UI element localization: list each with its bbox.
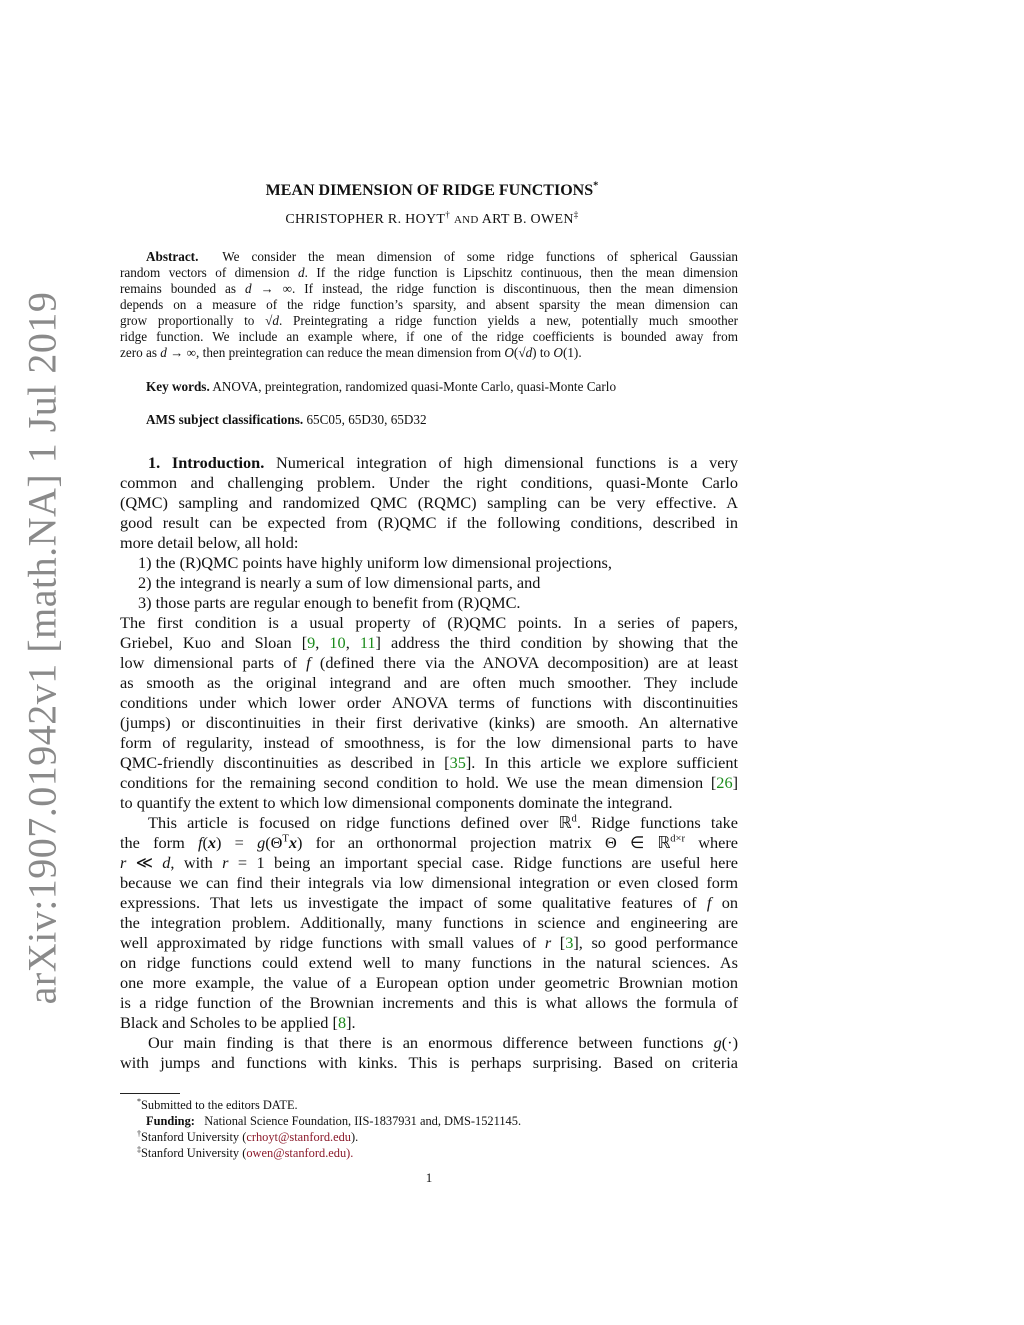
- text-run: → ∞, then preintegration can reduce the mean dimension from: [166, 345, 505, 360]
- ams-classifications: [146, 412, 427, 428]
- text-run: . Ridge functions take: [576, 813, 738, 832]
- text-run: 1. Introduction.: [148, 453, 265, 472]
- footnote-funding: [146, 1113, 521, 1129]
- text-run: We consider the mean dimension of some ridge functions of spherical Gaussian: [198, 249, 738, 264]
- text-run: well approximated by ridge functions with small values of: [120, 933, 545, 952]
- paper-title-wrap: [0, 182, 1024, 200]
- text-run: with jumps and functions with kinks. This is perhaps surprising. Based on criteria: [120, 1053, 738, 1072]
- ams-label: AMS subject classifications.: [146, 412, 304, 427]
- body-line: [120, 453, 738, 473]
- abstract-line: [120, 297, 738, 313]
- body-line: [120, 533, 738, 553]
- text-run: ) =: [216, 833, 258, 852]
- math-symbol: d: [162, 853, 171, 872]
- math-symbol: f: [706, 893, 712, 912]
- text-run: 3) those parts are regular enough to benefit from (R)QMC.: [138, 593, 521, 612]
- body-line: [120, 473, 738, 493]
- citation-link[interactable]: 8: [337, 1013, 347, 1032]
- body-line: [120, 793, 738, 813]
- text-run: on: [711, 893, 738, 912]
- body-line: [120, 773, 738, 793]
- text-run: one more example, the value of a European option under geometric Brownian motion: [120, 973, 738, 992]
- body-line: [120, 853, 738, 873]
- body-line: [120, 753, 738, 773]
- text-run: QMC-friendly discontinuities as described in [: [120, 753, 450, 772]
- list-item: [120, 593, 738, 613]
- text-run: → ∞. If instead, the ridge function is discontinuous, then the mean dimension: [251, 281, 738, 296]
- text-run: ]: [732, 773, 738, 792]
- text-run: low dimensional parts of: [120, 653, 307, 672]
- text-run: the integration problem. Additionally, many functions in science and engineering are: [120, 913, 738, 932]
- text-run: random vectors of dimension: [120, 265, 299, 280]
- body-line: [120, 733, 738, 753]
- abstract-line: [120, 313, 738, 329]
- footnote-author-2: [137, 1145, 353, 1161]
- math-symbol: r: [544, 933, 552, 952]
- body-line: [120, 913, 738, 933]
- body-line: [120, 973, 738, 993]
- text-run: ], so good performance: [573, 933, 739, 952]
- text-run: ≪: [126, 853, 163, 872]
- math-symbol: x: [288, 833, 297, 852]
- citation-link[interactable]: 26: [716, 773, 733, 792]
- author-2-mark: ‡: [573, 209, 579, 220]
- math-symbol: r: [120, 853, 127, 872]
- text-run: (QMC) sampling and randomized QMC (RQMC) sampling can be very effective. A: [120, 493, 738, 512]
- math-symbol: d: [244, 281, 252, 296]
- abstract: [120, 249, 738, 361]
- footnote-submitted: [137, 1097, 298, 1113]
- footnote-text: Submitted to the editors DATE.: [141, 1098, 298, 1112]
- funding-label: Funding:: [146, 1114, 195, 1128]
- text-run: common and challenging problem. Under the right conditions, quasi-Monte Carlo: [120, 473, 738, 492]
- text-run: Numerical integration of high dimensional functions is a very: [264, 453, 739, 472]
- keywords-label: Key words.: [146, 379, 210, 394]
- text-run: ) for an orthonormal projection matrix Θ ∈ ℝ: [297, 833, 671, 852]
- text-run: d: [571, 813, 577, 825]
- list-item: [120, 573, 738, 593]
- footnote-text: ).: [351, 1130, 359, 1144]
- email-link-owen[interactable]: owen@stanford.edu).: [246, 1146, 354, 1160]
- math-symbol: x: [207, 833, 217, 852]
- abstract-line: [120, 249, 738, 265]
- text-run: (·): [721, 1033, 738, 1052]
- text-run: ,: [315, 633, 330, 652]
- text-run: Black and Scholes to be applied [: [120, 1013, 338, 1032]
- abstract-line: [120, 345, 738, 361]
- body-line: [120, 693, 738, 713]
- footnote-text: Stanford University (: [141, 1146, 247, 1160]
- text-run: the form: [120, 833, 198, 852]
- list-item: [120, 553, 738, 573]
- math-symbol: r: [222, 853, 229, 872]
- body-line: [120, 1013, 738, 1033]
- text-run: This article is focused on ridge functions defined over ℝ: [148, 813, 572, 832]
- body-line: [120, 993, 738, 1013]
- body-line: [120, 953, 738, 973]
- body-line: [120, 493, 738, 513]
- text-run: (jumps) or discontinuities in their first derivative (kinks) are smooth. An alternative: [120, 713, 738, 732]
- body-line: [120, 653, 738, 673]
- math-symbol: g: [257, 833, 266, 852]
- author-1-mark: †: [445, 209, 451, 220]
- text-run: expressions. That lets us investigate the impact of some qualitative features of: [120, 893, 707, 912]
- text-run: on ridge functions could extend well to many functions in the natural sciences. As: [120, 953, 738, 972]
- footnote-mark: *: [137, 1096, 142, 1106]
- text-run: (Θ: [265, 833, 283, 852]
- text-run: (1).: [562, 345, 582, 360]
- citation-link[interactable]: 10: [329, 633, 346, 652]
- text-run: (√: [513, 345, 526, 360]
- math-symbol: f: [306, 653, 311, 672]
- text-run: more detail below, all hold:: [120, 533, 299, 552]
- text-run: conditions for the remaining second condition to hold. We use the mean dimension [: [120, 773, 717, 792]
- citation-link[interactable]: 9: [307, 633, 316, 652]
- citation-link[interactable]: 3: [565, 933, 574, 952]
- footnote-rule: [120, 1093, 180, 1094]
- body-line: [120, 713, 738, 733]
- text-run: T: [282, 833, 289, 845]
- body-line: [120, 513, 738, 533]
- citation-link[interactable]: 35: [449, 753, 466, 772]
- introduction-section: [120, 453, 738, 1073]
- text-run: because we can find their integrals via low dimensional integration or even closed form: [120, 873, 738, 892]
- text-run: Our main finding is that there is an enormous difference between functions: [148, 1033, 714, 1052]
- text-run: (: [202, 833, 208, 852]
- paper-title: MEAN DIMENSION OF RIDGE FUNCTIONS: [265, 182, 594, 199]
- text-run: conditions under which lower order ANOVA terms of functions with discontinuities: [120, 693, 738, 712]
- text-run: [: [551, 933, 566, 952]
- text-run: good result can be expected from (R)QMC if the following conditions, described in: [120, 513, 738, 532]
- ams-text: 65C05, 65D30, 65D32: [306, 412, 427, 427]
- body-line: [120, 893, 738, 913]
- math-symbol: d: [272, 313, 279, 328]
- citation-link[interactable]: 11: [359, 633, 376, 652]
- text-run: ,: [345, 633, 360, 652]
- authors: [0, 209, 944, 228]
- body-line: [120, 1053, 738, 1073]
- math-symbol: O: [553, 345, 563, 360]
- math-symbol: d: [525, 345, 533, 360]
- body-line: [120, 813, 738, 833]
- body-line: [120, 633, 738, 653]
- text-run: form of regularity, instead of smoothness, is for the low dimensional parts to have: [120, 733, 738, 752]
- text-run: to quantify the extent to which low dimensional components dominate the integrand.: [120, 793, 673, 812]
- body-line: [120, 873, 738, 893]
- text-run: as smooth as the original integrand and are often much smoother. They include: [120, 673, 738, 692]
- footnote-text: Stanford University (: [141, 1130, 247, 1144]
- body-line: [120, 933, 738, 953]
- text-run: ]. In this article we explore sufficient: [465, 753, 738, 772]
- text-run: remains bounded as: [120, 281, 245, 296]
- text-run: 1) the (R)QMC points have highly uniform low dimensional projections,: [138, 553, 612, 572]
- text-run: Abstract.: [146, 249, 199, 264]
- math-symbol: g: [713, 1033, 722, 1052]
- author-2: ART B. OWEN: [481, 212, 574, 227]
- text-run: Griebel, Kuo and Sloan [: [120, 633, 308, 652]
- title-footnote-mark: *: [593, 180, 599, 192]
- text-run: . If the ridge function is Lipschitz continuous, then the mean dimension: [304, 265, 738, 280]
- keywords: [146, 379, 616, 395]
- body-line: [120, 673, 738, 693]
- page-number: 1: [425, 1170, 433, 1185]
- math-symbol: d: [160, 345, 167, 360]
- abstract-line: [120, 265, 738, 281]
- text-run: ) to: [532, 345, 554, 360]
- math-symbol: d: [298, 265, 305, 280]
- math-symbol: f: [197, 833, 203, 852]
- text-run: zero as: [120, 345, 161, 360]
- funding-text: National Science Foundation, IIS-1837931 and, DMS-1521145.: [204, 1114, 522, 1128]
- email-link-hoyt[interactable]: crhoyt@stanford.edu: [246, 1130, 351, 1144]
- abstract-line: [120, 329, 738, 345]
- body-line: [120, 833, 738, 853]
- keywords-text: ANOVA, preintegration, randomized quasi-Monte Carlo, quasi-Monte Carlo: [212, 379, 617, 394]
- footnote-author-1: [137, 1129, 358, 1145]
- text-run: is a ridge function of the Brownian increments and this is what allows the formula of: [120, 993, 738, 1012]
- text-run: (defined there via the ANOVA decomposition) are at least: [310, 653, 738, 672]
- text-run: depends on a measure of the ridge function’s sparsity, and absent sparsity the mean dimension can: [120, 297, 738, 312]
- text-run: ridge function. We include an example where, if one of the ridge coefficients is bounded away from: [120, 329, 738, 344]
- text-run: ] address the third condition by showing that the: [375, 633, 739, 652]
- body-line: [120, 1033, 738, 1053]
- authors-and: AND: [453, 214, 479, 226]
- text-run: grow proportionally to √: [120, 313, 273, 328]
- arxiv-stamp: arXiv:1907.01942v1 [math.NA] 1 Jul 2019: [19, 291, 65, 1005]
- footnote-mark: †: [137, 1128, 142, 1138]
- text-run: , with: [170, 853, 223, 872]
- footnote-mark: ‡: [137, 1144, 142, 1154]
- text-run: = 1 being an important special case. Ridge functions are useful here: [228, 853, 738, 872]
- text-run: The first condition is a usual property of (R)QMC points. In a series of papers,: [120, 613, 738, 632]
- math-symbol: O: [504, 345, 514, 360]
- text-run: ].: [346, 1013, 356, 1032]
- abstract-line: [120, 281, 738, 297]
- body-line: [120, 613, 738, 633]
- text-run: . Preintegrating a ridge function yields a new, potentially much smoother: [278, 313, 739, 328]
- text-run: d×r: [670, 833, 686, 845]
- text-run: 2) the integrand is nearly a sum of low dimensional parts, and: [138, 573, 541, 592]
- text-run: where: [685, 833, 738, 852]
- author-1: CHRISTOPHER R. HOYT: [285, 212, 446, 227]
